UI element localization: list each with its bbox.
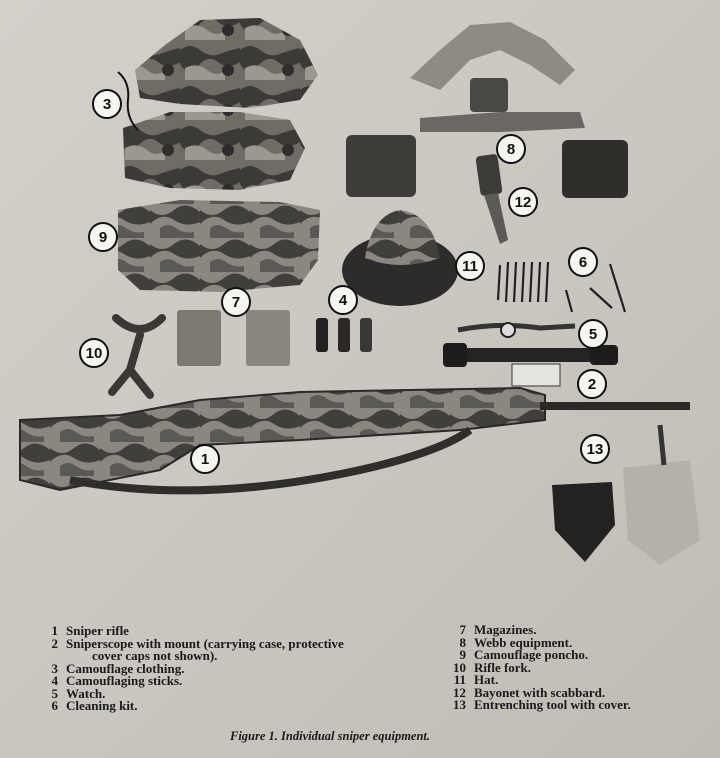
callout-12: 12 [508, 187, 538, 217]
legend-item [38, 700, 398, 713]
legend-number: 7 [459, 622, 466, 637]
callout-2: 2 [577, 369, 607, 399]
legend-item [446, 699, 706, 712]
callout-7: 7 [221, 287, 251, 317]
legend-number: 13 [453, 697, 466, 712]
legend-number: 2 [51, 635, 58, 651]
camouflage-trousers [123, 112, 305, 190]
camouflage-jacket [135, 18, 318, 108]
camouflaging-sticks [316, 318, 372, 352]
legend-text: Camouflage poncho. [474, 647, 589, 662]
legend-number: 12 [453, 684, 466, 700]
legend-text: cover caps not shown). [92, 648, 218, 663]
legend-number: 1 [51, 623, 58, 638]
legend-text: Hat. [474, 672, 499, 687]
camouflage-hat [342, 210, 458, 306]
legend-text: Webb equipment. [474, 634, 573, 650]
legend-number: 9 [459, 647, 466, 662]
watch [458, 323, 575, 337]
callout-5: 5 [578, 319, 608, 349]
callout-9: 9 [88, 222, 118, 252]
legend-number: 8 [459, 634, 466, 650]
legend-number: 10 [453, 659, 466, 675]
legend-text: Sniper rifle [66, 623, 129, 638]
legend-right-column [446, 624, 706, 712]
legend-text: Cleaning kit. [66, 698, 138, 713]
callout-3: 3 [92, 89, 122, 119]
entrenching-tool [552, 425, 700, 565]
callout-11: 11 [455, 251, 485, 281]
legend-number: 4 [51, 673, 58, 688]
legend-text: Camouflaging sticks. [66, 673, 183, 688]
rifle-fork [112, 318, 162, 395]
legend-number: 3 [51, 660, 58, 676]
callout-10: 10 [79, 338, 109, 368]
legend-text: Bayonet with scabbard. [474, 684, 606, 700]
callout-4: 4 [328, 285, 358, 315]
legend-text: Magazines. [474, 622, 537, 637]
camouflage-poncho [118, 200, 320, 292]
cleaning-kit [498, 262, 625, 312]
figure-caption: Figure 1. Individual sniper equipment. [229, 729, 431, 743]
legend-text: Sniperscope with mount (carrying case, protective [66, 635, 344, 651]
bayonet-with-scabbard [475, 154, 508, 244]
magazines [177, 310, 290, 366]
callout-1: 1 [190, 444, 220, 474]
legend-number: 11 [453, 672, 466, 687]
legend-number: 6 [51, 698, 58, 713]
callout-13: 13 [580, 434, 610, 464]
legend-text: Camouflage clothing. [66, 660, 185, 676]
legend-left-column [38, 625, 398, 713]
legend-number: 5 [51, 685, 58, 701]
legend-text: Watch. [66, 685, 106, 701]
legend-text: Rifle fork. [474, 659, 532, 675]
callout-6: 6 [568, 247, 598, 277]
legend-text: Entrenching tool with cover. [474, 697, 631, 712]
callout-8: 8 [496, 134, 526, 164]
